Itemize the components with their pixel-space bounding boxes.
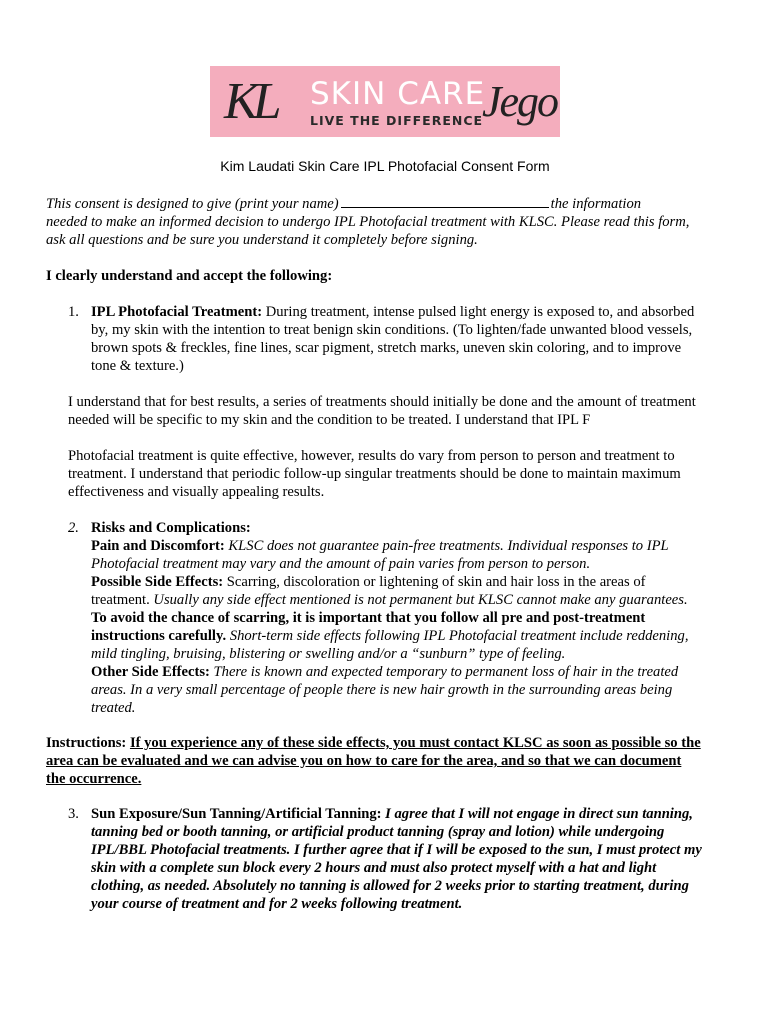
item-3-line-6: your course of treatment and for 2 weeks following treatment. <box>91 896 463 912</box>
item-1-line-2: by, my skin with the intention to treat benign skin conditions. (To lighten/fade unwanted blood vessels, <box>91 322 693 338</box>
item-3-line-1 <box>91 805 693 823</box>
item-3-line-4: skin with a complete sun block every 2 hours and must also protect myself with a hat and light <box>91 860 657 876</box>
intro-line-2: needed to make an informed decision to undergo IPL Photofacial treatment with KLSC. Please read this form, <box>46 214 690 230</box>
side-line-2-start: treatment. <box>91 592 154 608</box>
para-2-line-3: effectiveness and visually appealing results. <box>68 484 325 500</box>
avoid-line-2-italic: Short-term side effects following IPL Photofacial treatment include reddening, <box>226 628 689 644</box>
side-effects-label: Possible Side Effects: <box>91 574 224 590</box>
instructions-line-2: area can be evaluated and we can advise you on how to care for the area, and so that we can document <box>46 753 682 769</box>
other-line-1-text: There is known and expected temporary to permanent loss of hair in the treated <box>209 664 679 680</box>
logo <box>210 66 560 137</box>
item-2-heading: Risks and Complications: <box>91 520 251 536</box>
instructions-line-1 <box>46 734 701 752</box>
other-line-3: treated. <box>91 700 136 716</box>
para-1-line-2: needed will be specific to my skin and the condition to be treated. I understand that IPL F <box>68 412 591 428</box>
logo-signature: Jego <box>482 77 558 126</box>
item-1-number: 1. <box>68 304 79 320</box>
logo-initials: KL <box>224 73 276 130</box>
para-1-line-1: I understand that for best results, a series of treatments should initially be done and the amount of treatment <box>68 394 696 410</box>
side-line-1 <box>91 573 645 591</box>
pain-line-1-text: KLSC does not guarantee pain-free treatments. Individual responses to IPL <box>224 538 669 554</box>
intro-line-3: ask all questions and be sure you understand it completely before signing. <box>46 232 478 248</box>
item-3-number: 3. <box>68 806 79 822</box>
item-1-line-1-text: During treatment, intense pulsed light energy is exposed to, and absorbed <box>262 304 695 320</box>
document-title: Kim Laudati Skin Care IPL Photofacial Consent Form <box>220 158 550 174</box>
item-3-label: Sun Exposure/Sun Tanning/Artificial Tanning: <box>91 806 382 822</box>
name-blank-line[interactable] <box>341 195 549 208</box>
item-1-line-4: tone & texture.) <box>91 358 184 374</box>
avoid-line-3: mild tingling, bruising, blistering or swelling and/or a “sunburn” type of feeling. <box>91 646 566 662</box>
instructions-line-1-text: If you experience any of these side effects, you must contact KLSC as soon as possible so the <box>129 735 701 751</box>
avoid-line-2-bold: instructions carefully. <box>91 628 227 644</box>
item-3-line-2: tanning bed or booth tanning, or artificial product tanning (spray and lotion) while undergoing <box>91 824 665 840</box>
item-1-line-1 <box>91 303 694 321</box>
avoid-line-2 <box>91 627 688 645</box>
para-2-line-2: treatment. I understand that periodic follow-up singular treatments should be done to maintain maximum <box>68 466 681 482</box>
pain-label: Pain and Discomfort: <box>91 538 225 554</box>
accept-heading: I clearly understand and accept the following: <box>46 268 333 284</box>
para-2-line-1: Photofacial treatment is quite effective, however, results do vary from person to person and treatment to <box>68 448 675 464</box>
pain-line-1 <box>91 537 669 555</box>
logo-tagline: LIVE THE DIFFERENCE <box>310 113 484 128</box>
other-effects-label: Other Side Effects: <box>91 664 210 680</box>
intro-line-1-end: the information <box>550 196 642 212</box>
item-3-line-1-text: I agree that I will not engage in direct sun tanning, <box>381 806 693 822</box>
item-1-line-3: brown spots & freckles, fine lines, scar pigment, stretch marks, uneven skin coloring, and to improve <box>91 340 682 356</box>
side-line-2-italic: Usually any side effect mentioned is not permanent but KLSC cannot make any guarantees. <box>153 592 688 608</box>
other-line-1 <box>91 663 678 681</box>
logo-brand: SKIN CARE <box>310 76 486 112</box>
instructions-line-3: the occurrence. <box>46 771 142 787</box>
item-1-label: IPL Photofacial Treatment: <box>91 304 263 320</box>
pain-line-2: Photofacial treatment may vary and the amount of pain varies from person to person. <box>91 556 591 572</box>
item-3-line-3: IPL/BBL Photofacial treatments. I further agree that if I will be exposed to the sun, I must protect my <box>91 842 702 858</box>
avoid-line-1: To avoid the chance of scarring, it is important that you follow all pre and post-treatment <box>91 610 646 626</box>
item-3-line-5: clothing, as needed. Absolutely no tanning is allowed for 2 weeks prior to starting treatment, during <box>91 878 689 894</box>
other-line-2: areas. In a very small percentage of people there is new hair growth in the surrounding areas being <box>91 682 673 698</box>
instructions-label: Instructions: <box>46 735 127 751</box>
intro-line-1-start: This consent is designed to give (print your name) <box>46 196 339 212</box>
side-line-2 <box>91 591 688 609</box>
intro-line-1 <box>46 195 641 213</box>
item-2-number: 2. <box>68 520 79 536</box>
side-line-1-text: Scarring, discoloration or lightening of skin and hair loss in the areas of <box>223 574 646 590</box>
